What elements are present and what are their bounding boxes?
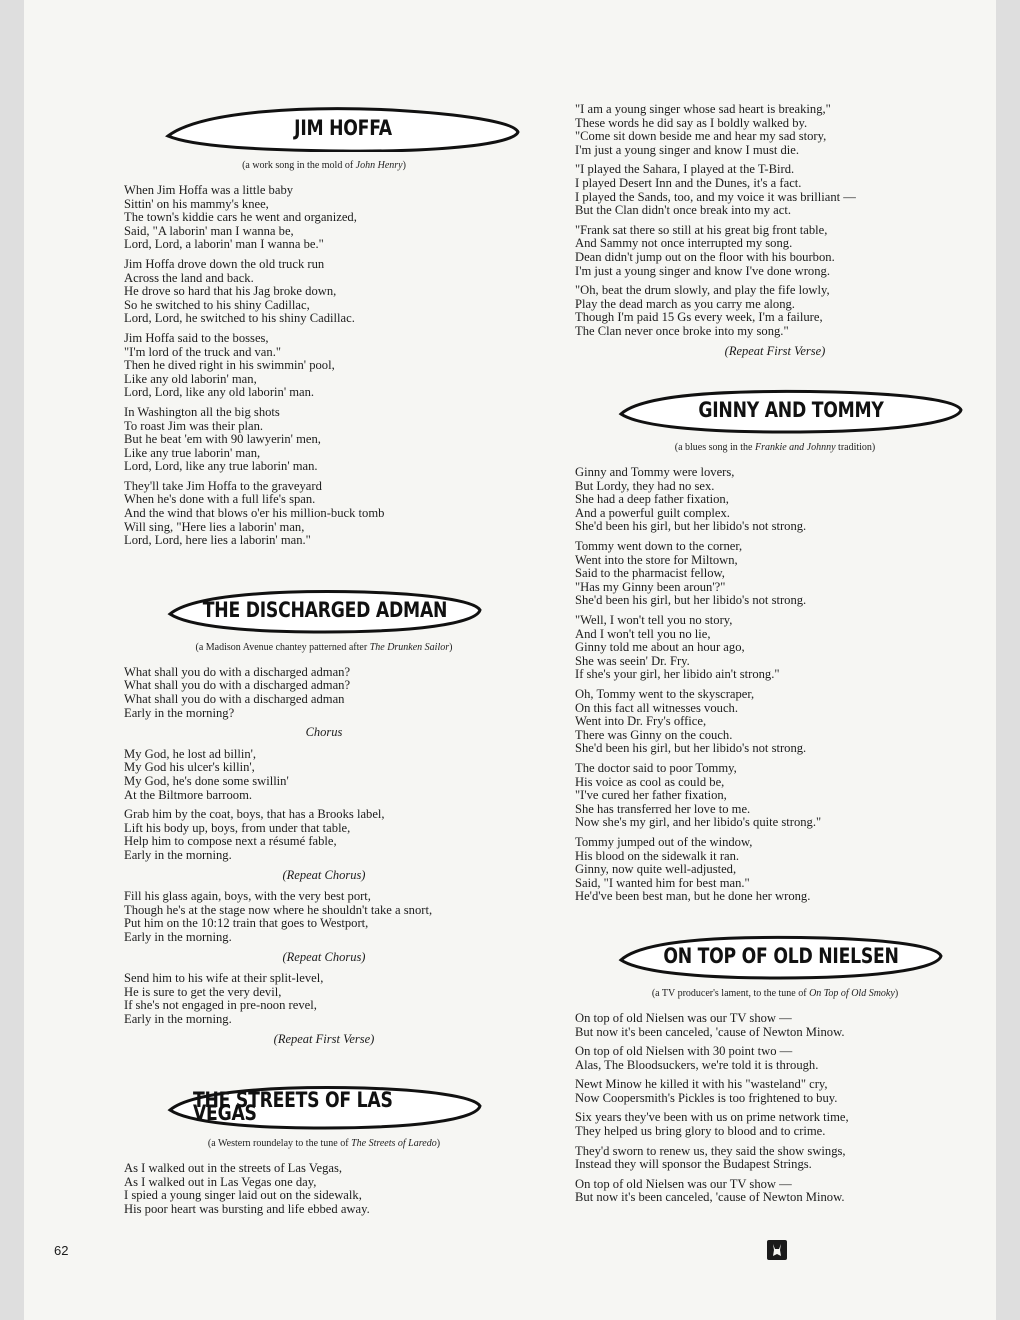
lyric-line: His voice as cool as could be,	[575, 774, 725, 789]
lyric-line: My God, he lost ad billin',	[124, 746, 257, 761]
song-subtitle: (a work song in the mold of John Henry)	[242, 160, 406, 171]
lyric-line: At the Biltmore barroom.	[124, 787, 253, 802]
song-lyrics	[124, 748, 524, 802]
lyric-line: But now it's been canceled, 'cause of Newton Minow.	[575, 1190, 845, 1205]
song-lyrics	[575, 1012, 975, 1205]
lyric-line: If she's not engaged in pre-noon revel,	[124, 998, 317, 1013]
lyric-line: Then he dived right in his swimmin' pool,	[124, 358, 335, 373]
song-lyrics	[124, 1162, 524, 1216]
lyric-line: But he beat 'em with 90 lawyerin' men,	[124, 432, 321, 447]
stanza	[124, 1162, 524, 1216]
stanza	[575, 466, 975, 534]
lyric-line: Will sing, "Here lies a laborin' man,	[124, 519, 305, 534]
lyric-line: The town's kiddie cars he went and organized,	[124, 210, 357, 225]
stanza	[575, 163, 975, 217]
magazine-page	[24, 0, 996, 1320]
stanza	[124, 258, 524, 326]
lyric-line: Ginny and Tommy were lovers,	[575, 465, 735, 480]
stanza	[124, 808, 524, 862]
lyric-line: My God, he's done some swillin'	[124, 774, 289, 788]
lyric-line: She has transferred her love to me.	[575, 801, 751, 816]
lyric-line: Early in the morning?	[124, 705, 235, 720]
lyric-line: "Has my Ginny been aroun'?"	[575, 579, 726, 594]
song-title: THE DISCHARGED ADMAN	[202, 598, 448, 623]
lyric-line: And the wind that blows o'er his million-buck tomb	[124, 506, 385, 521]
stanza	[575, 540, 975, 608]
lyric-line: Said, "I wanted him for best man."	[575, 875, 750, 890]
lyric-line: Lord, Lord, he switched to his shiny Cadillac.	[124, 311, 355, 326]
lyric-line: If she's your girl, her libido ain't strong."	[575, 667, 780, 682]
lyric-line: And a powerful guilt complex.	[575, 505, 730, 520]
repeat-note: (Repeat Chorus)	[282, 867, 366, 882]
stanza	[575, 284, 975, 338]
lyric-line: Six years they've been with us on prime network time,	[575, 1110, 849, 1125]
left-column	[124, 106, 524, 1222]
stanza	[575, 836, 975, 904]
lyric-line: On top of old Nielsen was our TV show —	[575, 1010, 792, 1025]
song-subtitle: (a Madison Avenue chantey patterned after The Drunken Sailor)	[195, 641, 453, 653]
lyric-line: Though he's at the stage now where he shouldn't take a snort,	[124, 902, 433, 917]
lyric-line: On this fact all witnesses vouch.	[575, 700, 738, 715]
lyric-line: Put him on the 10:12 train that goes to Westport,	[124, 916, 369, 931]
lyric-line: Went into Dr. Fry's office,	[575, 714, 707, 729]
lyric-line: "Come sit down beside me and hear my sad story,	[575, 129, 827, 144]
stanza	[575, 1111, 975, 1138]
lyric-line: Jim Hoffa said to the bosses,	[124, 330, 269, 345]
stanza	[124, 972, 524, 1026]
song-subtitle: (a TV producer's lament, to the tune of On Top of Old Smoky)	[651, 987, 899, 999]
lyric-line: Jim Hoffa drove down the old truck run	[124, 256, 325, 271]
song-lyrics	[124, 184, 524, 548]
stanza	[575, 224, 975, 278]
song-subtitle: (a Western roundelay to the tune of The Streets of Laredo)	[207, 1138, 441, 1150]
lyric-line: In Washington all the big shots	[124, 404, 280, 419]
lyric-line: And I won't tell you no lie,	[575, 626, 711, 641]
lyric-line: "Well, I won't tell you no story,	[575, 613, 733, 628]
lyric-line: Said, "A laborin' man I wanna be,	[124, 223, 294, 238]
lyric-line: I played the Sands, too, and my voice it was brilliant —	[575, 189, 856, 204]
lyric-line: What shall you do with a discharged adman?	[124, 664, 351, 679]
lyric-line: He'd've been best man, but he done her wrong.	[575, 889, 811, 904]
lyric-line: His poor heart was bursting and life ebbed away.	[124, 1201, 370, 1216]
lyric-line: When he's done with a full life's span.	[124, 492, 316, 507]
lyric-line: Sittin' on his mammy's knee,	[124, 196, 269, 211]
stanza	[575, 1078, 975, 1105]
lyric-line: They'd sworn to renew us, they said the show swings,	[575, 1143, 846, 1158]
lyric-line: Like any true laborin' man,	[124, 445, 261, 460]
repeat-note: (Repeat Chorus)	[282, 949, 366, 964]
lyric-line: These words he did say as I boldly walked by.	[575, 115, 808, 130]
stanza	[575, 614, 975, 682]
song-banner-streets-of-las-vegas	[164, 1084, 486, 1130]
lyric-line: She'd been his girl, but her libido's not strong.	[575, 519, 807, 534]
lyric-line: The Clan never once broke into my song."	[575, 323, 789, 338]
song-subtitle: (a blues song in the Frankie and Johnny tradition)	[674, 442, 876, 454]
lyric-line: Instead they will sponsor the Budapest Strings.	[575, 1157, 812, 1172]
lyric-line: They'll take Jim Hoffa to the graveyard	[124, 478, 322, 493]
lyric-line: Now Coopersmith's Pickles is too frightened to buy.	[575, 1090, 838, 1105]
lyric-line: Though I'm paid 15 Gs every week, I'm a failure,	[575, 310, 823, 325]
song-lyrics	[124, 890, 524, 944]
song-banner-discharged-adman	[164, 588, 486, 634]
lyric-line: She'd been his girl, but her libido's not strong.	[575, 593, 807, 608]
lyric-line: Ginny told me about an hour ago,	[575, 640, 745, 655]
stanza	[124, 406, 524, 474]
page-number: 62	[54, 1243, 69, 1258]
lyric-line: "I played the Sahara, I played at the T-Bird.	[575, 162, 795, 177]
lyric-line: Said to the pharmacist fellow,	[575, 566, 725, 581]
lyric-line: There was Ginny on the couch.	[575, 727, 733, 742]
song-lyrics	[124, 972, 524, 1026]
lyric-line: Lord, Lord, like any old laborin' man.	[124, 385, 315, 400]
lyric-line: I'm just a young singer and know I've done wrong.	[575, 263, 830, 278]
lyric-line: But now it's been canceled, 'cause of Newton Minow.	[575, 1024, 845, 1039]
song-title: ON TOP OF OLD NIELSEN	[663, 944, 899, 969]
lyric-line: But Lordy, they had no sex.	[575, 478, 715, 493]
chorus-label: Chorus	[305, 725, 343, 740]
lyric-line: Send him to his wife at their split-level,	[124, 971, 324, 986]
lyric-line: She had a deep father fixation,	[575, 492, 729, 507]
repeat-note: (Repeat First Verse)	[724, 343, 826, 358]
right-column	[575, 103, 975, 1211]
lyric-line: Lord, Lord, like any true laborin' man.	[124, 459, 318, 474]
stanza	[124, 666, 524, 720]
lyric-line: "I've cured her father fixation,	[575, 788, 727, 803]
stanza	[124, 480, 524, 548]
lyric-line: So he switched to his shiny Cadillac,	[124, 297, 310, 312]
song-lyrics	[575, 103, 975, 339]
song-title: GINNY AND TOMMY	[698, 398, 884, 423]
lyric-line: Alas, The Bloodsuckers, we're told it is through.	[575, 1057, 819, 1072]
lyric-line: She was seein' Dr. Fry.	[575, 653, 690, 668]
lyric-line: They helped us bring glory to blood and to crime.	[575, 1124, 826, 1139]
lyric-line: Tommy went down to the corner,	[575, 539, 743, 554]
song-lyrics	[124, 666, 524, 720]
song-title: THE STREETS OF LAS VEGAS	[192, 1087, 393, 1126]
lyric-line: Early in the morning.	[124, 847, 232, 862]
song-lyrics	[124, 808, 524, 862]
lyric-line: Oh, Tommy went to the skyscraper,	[575, 687, 755, 701]
song-banner-on-top-of-old-nielsen	[615, 934, 947, 980]
rabbit-logo-icon	[767, 1240, 787, 1260]
song-banner-jim-hoffa	[162, 106, 524, 152]
lyric-line: As I walked out in the streets of Las Vegas,	[124, 1161, 343, 1176]
stanza	[575, 762, 975, 830]
lyric-line: Went into the store for Miltown,	[575, 552, 738, 567]
lyric-line: Lift his body up, boys, from under that table,	[124, 820, 351, 835]
lyric-line: Play the dead march as you carry me along.	[575, 296, 795, 311]
stanza	[575, 688, 975, 756]
lyric-line: On top of old Nielsen was our TV show —	[575, 1176, 792, 1191]
lyric-line: Fill his glass again, boys, with the very best port,	[124, 889, 371, 904]
lyric-line: I'm just a young singer and know I must die.	[575, 142, 800, 157]
lyric-line: Like any old laborin' man,	[124, 371, 257, 386]
lyric-line: "I'm lord of the truck and van."	[124, 344, 281, 359]
lyric-line: What shall you do with a discharged adman?	[124, 678, 351, 693]
lyric-line: On top of old Nielsen with 30 point two —	[575, 1044, 793, 1059]
lyric-line: To roast Jim was their plan.	[124, 418, 264, 433]
lyric-line: Grab him by the coat, boys, that has a Brooks label,	[124, 807, 385, 822]
stanza	[124, 332, 524, 400]
lyric-line: Tommy jumped out of the window,	[575, 834, 753, 849]
song-title: JIM HOFFA	[294, 116, 392, 141]
stanza	[124, 184, 524, 252]
lyric-line: My God his ulcer's killin',	[124, 760, 255, 775]
lyric-line: I spied a young singer laid out on the sidewalk,	[124, 1188, 362, 1203]
lyric-line: But the Clan didn't once break into my act.	[575, 203, 791, 218]
stanza	[575, 1178, 975, 1205]
lyric-line: Dean didn't jump out on the floor with his bourbon.	[575, 249, 835, 264]
repeat-note: (Repeat First Verse)	[273, 1031, 375, 1046]
lyric-line: He is sure to get the very devil,	[124, 984, 282, 999]
lyric-line: Early in the morning.	[124, 929, 232, 944]
lyric-line: Now she's my girl, and her libido's quite strong."	[575, 815, 822, 830]
stanza	[575, 103, 975, 157]
lyric-line: I played Desert Inn and the Dunes, it's a fact.	[575, 175, 802, 190]
lyric-line: His blood on the sidewalk it ran.	[575, 848, 740, 863]
stanza	[575, 1045, 975, 1072]
lyric-line: "I am a young singer whose sad heart is breaking,"	[575, 102, 831, 116]
lyric-line: Newt Minow he killed it with his "wasteland" cry,	[575, 1077, 828, 1092]
lyric-line: When Jim Hoffa was a little baby	[124, 183, 294, 197]
lyric-line: He drove so hard that his Jag broke down,	[124, 284, 337, 299]
lyric-line: "Oh, beat the drum slowly, and play the fife lowly,	[575, 283, 830, 298]
lyric-line: What shall you do with a discharged adman	[124, 692, 345, 707]
lyric-line: The doctor said to poor Tommy,	[575, 760, 737, 775]
stanza	[575, 1145, 975, 1172]
stanza	[124, 890, 524, 944]
lyric-line: Across the land and back.	[124, 270, 254, 285]
lyric-line: "Frank sat there so still at his great big front table,	[575, 222, 828, 237]
lyric-line: And Sammy not once interrupted my song.	[575, 236, 793, 251]
stanza	[124, 748, 524, 802]
song-lyrics	[575, 466, 975, 904]
lyric-line: As I walked out in Las Vegas one day,	[124, 1174, 317, 1189]
lyric-line: Lord, Lord, here lies a laborin' man."	[124, 533, 311, 548]
stanza	[575, 1012, 975, 1039]
lyric-line: Help him to compose next a résumé fable,	[124, 834, 337, 849]
lyric-line: Early in the morning.	[124, 1011, 232, 1026]
song-banner-ginny-and-tommy	[615, 388, 967, 434]
lyric-line: Lord, Lord, a laborin' man I wanna be."	[124, 237, 324, 252]
lyric-line: Ginny, now quite well-adjusted,	[575, 862, 737, 877]
lyric-line: She'd been his girl, but her libido's not strong.	[575, 741, 807, 756]
